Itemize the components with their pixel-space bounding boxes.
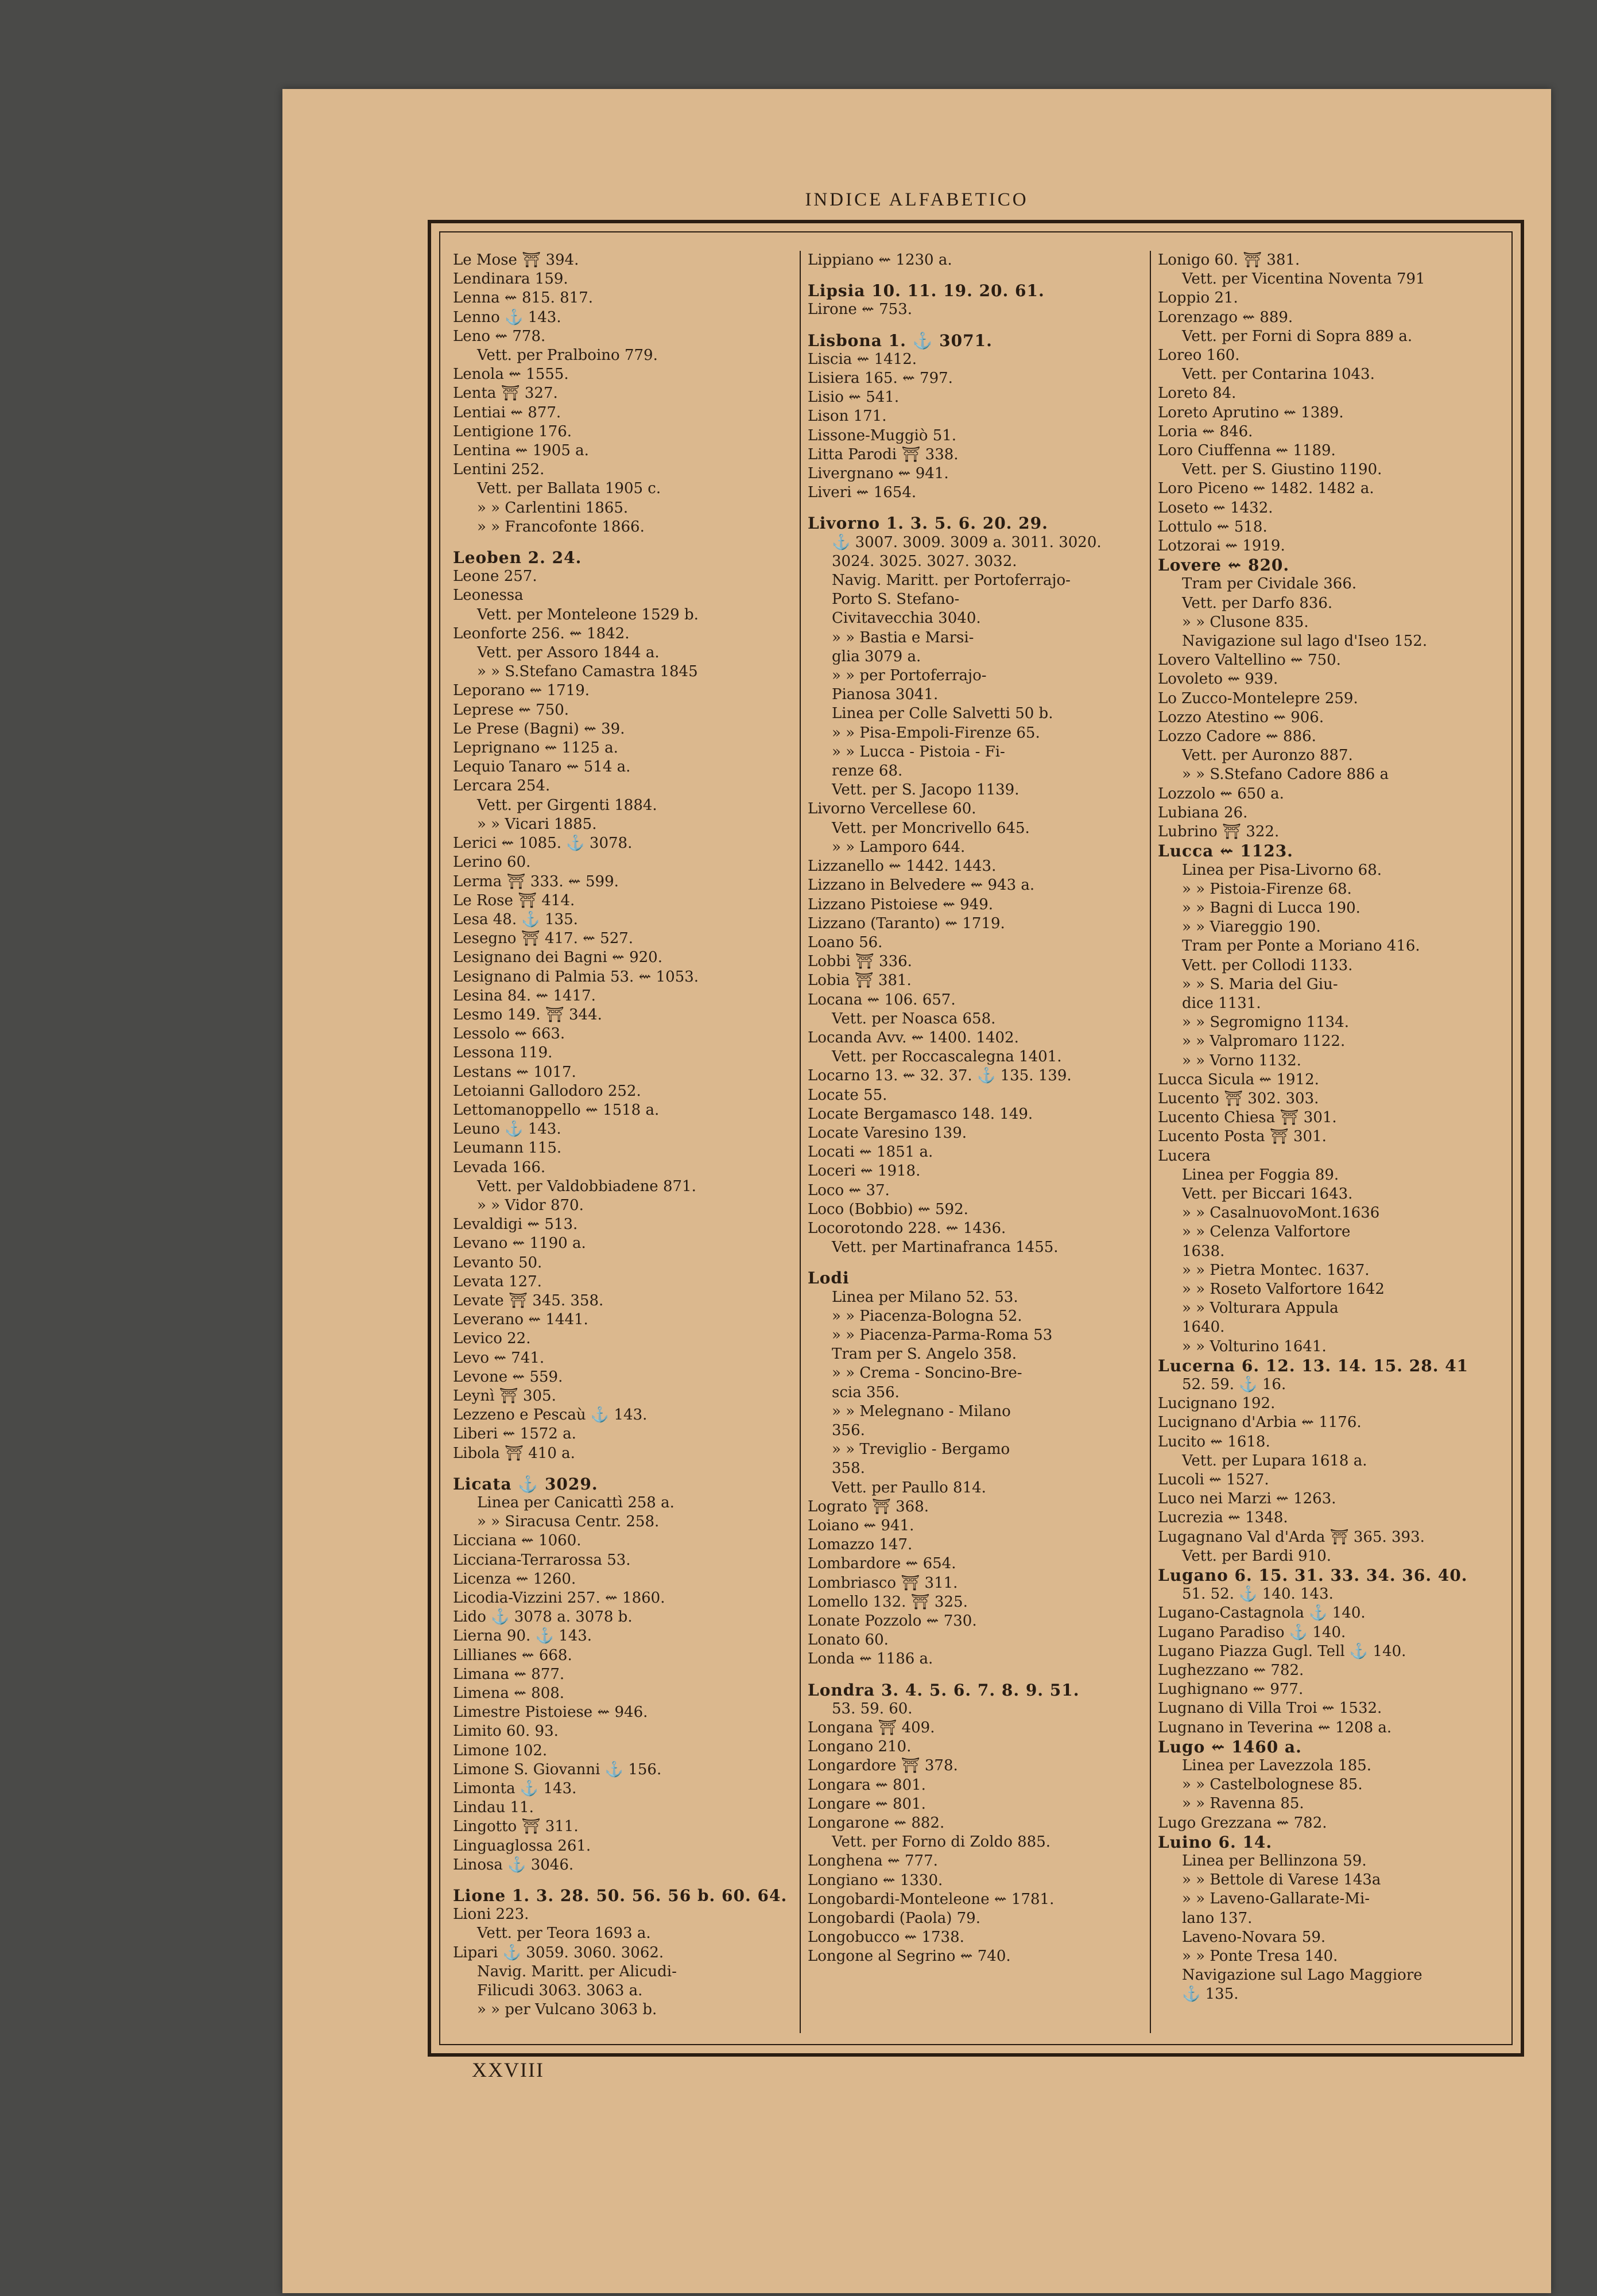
index-entry: Lobia ⛩ 381. — [808, 972, 912, 990]
index-entry: Vett. per Valdobbiadene 871. — [477, 1177, 696, 1195]
index-entry: Vett. per S. Giustino 1190. — [1182, 461, 1382, 479]
index-entry: Leonessa — [453, 587, 524, 604]
index-entry: Locati ⇜ 1851 a. — [808, 1143, 933, 1161]
index-entry: Lughignano ⇜ 977. — [1158, 1681, 1304, 1698]
index-entry: Licciana ⇜ 1060. — [453, 1532, 582, 1550]
index-entry: Longone al Segrino ⇜ 740. — [808, 1948, 1011, 1965]
index-entry: Lughezzano ⇜ 782. — [1158, 1662, 1304, 1680]
index-entry: Vett. per Vicentina Noventa 791 — [1182, 270, 1425, 288]
index-entry: » » Pistoia-Firenze 68. — [1182, 880, 1352, 898]
index-entry: Le Rose ⛩ 414. — [453, 891, 575, 909]
index-entry: Lingotto ⛩ 311. — [453, 1818, 579, 1836]
index-entry: Lentigione 176. — [453, 422, 572, 440]
index-entry: Loreo 160. — [1158, 347, 1240, 364]
index-entry: Lizzano Pistoiese ⇜ 949. — [808, 895, 994, 913]
index-entry: Levata 127. — [453, 1273, 542, 1290]
index-entry: Limana ⇜ 877. — [453, 1665, 565, 1683]
index-entry: Loro Ciuffenna ⇜ 1189. — [1158, 442, 1336, 460]
index-entry: scia 356. — [832, 1383, 900, 1401]
index-column-1 — [453, 251, 792, 2033]
index-entry: Lovero Valtellino ⇜ 750. — [1158, 651, 1341, 669]
index-entry: renze 68. — [832, 762, 903, 780]
index-entry: Lessolo ⇜ 663. — [453, 1025, 565, 1043]
index-entry: Longara ⇜ 801. — [808, 1776, 926, 1794]
index-column-2 — [808, 251, 1141, 2033]
index-entry: » » S. Maria del Giu- — [1182, 975, 1338, 993]
index-entry: » » Lucca - Pistoia - Fi- — [832, 743, 1005, 761]
index-entry: Vett. per Roccascalegna 1401. — [832, 1048, 1062, 1066]
index-entry: » » per Portoferrajo- — [832, 667, 987, 685]
index-entry: Porto S. Stefano- — [832, 591, 960, 608]
index-entry: Lugo Grezzana ⇜ 782. — [1158, 1814, 1327, 1832]
index-entry: Licata ⚓ 3029. — [453, 1474, 598, 1494]
index-entry: Linea per Pisa-Livorno 68. — [1182, 861, 1382, 879]
index-entry: Locorotondo 228. ⇜ 1436. — [808, 1219, 1006, 1237]
index-entry: » » Castelbolognese 85. — [1182, 1776, 1363, 1794]
index-entry: Luco nei Marzi ⇜ 1263. — [1158, 1490, 1336, 1508]
index-entry: Lomello 132. ⛩ 325. — [808, 1593, 968, 1611]
index-entry: Lentiai ⇜ 877. — [453, 404, 561, 421]
index-entry: Lettomanoppello ⇜ 1518 a. — [453, 1101, 660, 1119]
index-entry: Lenta ⛩ 327. — [453, 385, 558, 402]
index-entry: Vett. per Collodi 1133. — [1182, 956, 1353, 974]
index-entry: Limestre Pistoiese ⇜ 946. — [453, 1704, 648, 1721]
index-entry: Lissone-Muggiò 51. — [808, 426, 957, 444]
index-entry: Levano ⇜ 1190 a. — [453, 1235, 586, 1252]
index-entry: Loreto 84. — [1158, 385, 1236, 402]
index-entry: Letoianni Gallodoro 252. — [453, 1082, 641, 1100]
index-entry: Linea per Foggia 89. — [1182, 1166, 1339, 1184]
index-entry: Vett. per Girgenti 1884. — [477, 796, 657, 814]
index-entry: Lugnano di Villa Troi ⇜ 1532. — [1158, 1700, 1382, 1717]
index-entry: Lucento ⛩ 302. 303. — [1158, 1089, 1319, 1107]
index-entry: Le Mose ⛩ 394. — [453, 251, 579, 269]
index-entry: Longana ⛩ 409. — [808, 1719, 935, 1737]
index-entry: Longiano ⇜ 1330. — [808, 1871, 943, 1889]
index-entry: » » Bagni di Lucca 190. — [1182, 899, 1360, 917]
index-entry: » » Celenza Valfortore — [1182, 1223, 1351, 1241]
index-entry: Lesignano dei Bagni ⇜ 920. — [453, 949, 662, 967]
index-entry: Civitavecchia 3040. — [832, 610, 981, 627]
index-entry: Lendinara 159. — [453, 270, 568, 288]
column-divider — [1150, 251, 1151, 2033]
index-entry: » » S.Stefano Camastra 1845 — [477, 663, 698, 681]
index-entry: Loceri ⇜ 1918. — [808, 1162, 921, 1180]
page-number: XXVIII — [472, 2058, 544, 2081]
index-entry: Levada 166. — [453, 1158, 546, 1176]
index-entry: Lessona 119. — [453, 1044, 553, 1062]
index-entry: 1640. — [1182, 1318, 1225, 1336]
index-entry: Levo ⇜ 741. — [453, 1349, 545, 1367]
index-entry: Licenza ⇜ 1260. — [453, 1570, 576, 1588]
index-entry: Lonato 60. — [808, 1631, 889, 1649]
index-entry: Lisiera 165. ⇜ 797. — [808, 370, 953, 387]
index-entry: Lubrino ⛩ 322. — [1158, 823, 1280, 841]
index-entry: Levaldigi ⇜ 513. — [453, 1216, 578, 1234]
index-entry: Lison 171. — [808, 408, 887, 425]
index-entry: Lonate Pozzolo ⇜ 730. — [808, 1612, 977, 1630]
index-entry: » » Clusone 835. — [1182, 613, 1309, 631]
index-entry: Leprese ⇜ 750. — [453, 701, 569, 719]
index-entry: » » Carlentini 1865. — [477, 499, 629, 517]
index-entry: 52. 59. ⚓ 16. — [1182, 1375, 1286, 1393]
index-frame-inner — [439, 231, 1513, 2045]
index-entry: Londa ⇜ 1186 a. — [808, 1650, 933, 1668]
index-entry: Liveri ⇜ 1654. — [808, 484, 917, 502]
index-entry: Lido ⚓ 3078 a. 3078 b. — [453, 1608, 633, 1626]
index-entry: Lucoli ⇜ 1527. — [1158, 1471, 1269, 1488]
index-entry: » » Vidor 870. — [477, 1196, 584, 1214]
index-entry: Lucignano d'Arbia ⇜ 1176. — [1158, 1414, 1362, 1432]
index-entry: Longano 210. — [808, 1738, 912, 1756]
index-entry: Loria ⇜ 846. — [1158, 422, 1253, 440]
index-entry: Lenno ⚓ 143. — [453, 308, 561, 326]
index-entry: Lovoleto ⇜ 939. — [1158, 670, 1278, 688]
index-entry: Navigazione sul Lago Maggiore — [1182, 1967, 1422, 1984]
index-entry: Lione 1. 3. 28. 50. 56. 56 b. 60. 64. — [453, 1886, 788, 1906]
index-entry: Limena ⇜ 808. — [453, 1685, 565, 1702]
index-entry: » » Volturara Appula — [1182, 1300, 1339, 1317]
index-entry: Vett. per Lupara 1618 a. — [1182, 1452, 1367, 1469]
index-entry: Linea per Bellinzona 59. — [1182, 1852, 1367, 1870]
index-entry: Libola ⛩ 410 a. — [453, 1444, 575, 1462]
index-entry: Locana ⇜ 106. 657. — [808, 991, 956, 1009]
index-entry: Locanda Avv. ⇜ 1400. 1402. — [808, 1029, 1019, 1046]
index-entry: Lugano-Castagnola ⚓ 140. — [1158, 1604, 1366, 1622]
index-entry: Levanto 50. — [453, 1254, 542, 1271]
index-entry: Limonta ⚓ 143. — [453, 1780, 577, 1798]
index-entry: Lestans ⇜ 1017. — [453, 1063, 576, 1081]
index-entry: Lucrezia ⇜ 1348. — [1158, 1509, 1288, 1527]
index-entry: » » Crema - Soncino-Bre- — [832, 1364, 1022, 1382]
index-entry: Filicudi 3063. 3063 a. — [477, 1982, 643, 2000]
index-entry: Londra 3. 4. 5. 6. 7. 8. 9. 51. — [808, 1680, 1080, 1700]
index-entry: Licodia-Vizzini 257. ⇜ 1860. — [453, 1589, 665, 1607]
index-entry: » » Ravenna 85. — [1182, 1795, 1304, 1813]
index-entry: » » Ponte Tresa 140. — [1182, 1948, 1338, 1965]
index-entry: Leverano ⇜ 1441. — [453, 1311, 588, 1329]
index-entry: Locarno 13. ⇜ 32. 37. ⚓ 135. 139. — [808, 1067, 1072, 1085]
index-entry: » » Bastia e Marsi- — [832, 629, 974, 646]
index-entry: » » Valpromaro 1122. — [1182, 1033, 1346, 1050]
index-entry: » » Piacenza-Bologna 52. — [832, 1307, 1022, 1325]
index-entry: Limone 102. — [453, 1742, 548, 1759]
index-entry: » » Melegnano - Milano — [832, 1402, 1011, 1420]
index-entry: » » Laveno-Gallarate-Mi- — [1182, 1890, 1370, 1908]
index-entry: Livorno Vercellese 60. — [808, 800, 976, 818]
index-entry: Lindau 11. — [453, 1799, 534, 1817]
index-entry: » » per Vulcano 3063 b. — [477, 2001, 657, 2019]
index-entry: » » Roseto Valfortore 1642 — [1182, 1280, 1385, 1298]
index-entry: Lombardore ⇜ 654. — [808, 1555, 956, 1573]
index-entry: Leporano ⇜ 1719. — [453, 682, 590, 700]
index-entry: Lizzano in Belvedere ⇜ 943 a. — [808, 876, 1035, 894]
index-entry: Lirone ⇜ 753. — [808, 301, 912, 319]
index-entry: Lombriasco ⛩ 311. — [808, 1574, 958, 1592]
page-header: INDICE ALFABETICO — [805, 189, 1029, 210]
index-entry: Livergnano ⇜ 941. — [808, 465, 949, 483]
index-entry: Navig. Maritt. per Alicudi- — [477, 1963, 677, 1980]
index-entry: Vett. per Darfo 836. — [1182, 594, 1333, 612]
index-entry: Longarone ⇜ 882. — [808, 1814, 945, 1832]
index-entry: Lonigo 60. ⛩ 381. — [1158, 251, 1300, 269]
index-entry: Loiano ⇜ 941. — [808, 1517, 914, 1534]
index-entry: Lesa 48. ⚓ 135. — [453, 910, 578, 928]
index-entry: Litta Parodi ⛩ 338. — [808, 445, 959, 463]
index-entry: Vett. per Biccari 1643. — [1182, 1185, 1353, 1203]
index-entry: Vett. per Paullo 814. — [832, 1479, 986, 1496]
index-entry: Lo Zucco-Montelepre 259. — [1158, 689, 1358, 707]
index-entry: Lugano Piazza Gugl. Tell ⚓ 140. — [1158, 1642, 1406, 1660]
index-entry: Lippiano ⇜ 1230 a. — [808, 251, 952, 269]
index-entry: glia 3079 a. — [832, 647, 921, 665]
index-entry: Lucerna 6. 12. 13. 14. 15. 28. 41 — [1158, 1356, 1469, 1375]
index-entry: Linguaglossa 261. — [453, 1837, 591, 1855]
index-entry: ⚓ 3007. 3009. 3009 a. 3011. 3020. — [832, 533, 1102, 551]
index-entry: Liberi ⇜ 1572 a. — [453, 1425, 576, 1443]
index-entry: Lercara 254. — [453, 777, 551, 795]
index-entry: Longobardi (Paola) 79. — [808, 1910, 980, 1927]
index-entry: Vett. per Auronzo 887. — [1182, 747, 1353, 765]
index-entry: Lenola ⇜ 1555. — [453, 366, 569, 383]
index-entry: » » Pisa-Empoli-Firenze 65. — [832, 724, 1040, 742]
index-entry: » » Siracusa Centr. 258. — [477, 1513, 660, 1531]
index-entry: Licciana-Terrarossa 53. — [453, 1551, 631, 1569]
index-entry: Luino 6. 14. — [1158, 1832, 1273, 1852]
index-entry: Lubiana 26. — [1158, 804, 1248, 821]
index-entry: Lisio ⇜ 541. — [808, 389, 900, 406]
index-entry: 3024. 3025. 3027. 3032. — [832, 552, 1017, 570]
index-entry: Linosa ⚓ 3046. — [453, 1856, 574, 1874]
index-entry: Lillianes ⇜ 668. — [453, 1646, 572, 1664]
index-entry: » » Lamporo 644. — [832, 838, 966, 856]
index-entry: Lovere ⇜ 820. — [1158, 556, 1290, 575]
index-entry: Vett. per Monteleone 1529 b. — [477, 606, 699, 623]
index-entry: Lezzeno e Pescaù ⚓ 143. — [453, 1406, 648, 1424]
index-entry: Levate ⛩ 345. 358. — [453, 1292, 604, 1309]
index-entry: Limone S. Giovanni ⚓ 156. — [453, 1760, 662, 1778]
index-entry: Leonforte 256. ⇜ 1842. — [453, 625, 630, 642]
index-entry: Loco (Bobbio) ⇜ 592. — [808, 1200, 968, 1218]
index-entry: Linea per Canicattì 258 a. — [477, 1494, 675, 1511]
index-entry: Lottulo ⇜ 518. — [1158, 518, 1267, 536]
index-entry: Longhena ⇜ 777. — [808, 1852, 938, 1870]
index-entry: Longardore ⛩ 378. — [808, 1757, 958, 1775]
index-entry: Tram per Cividale 366. — [1182, 575, 1357, 593]
index-entry: Loco ⇜ 37. — [808, 1181, 890, 1199]
index-entry: Levone ⇜ 559. — [453, 1368, 563, 1386]
index-entry: Livorno 1. 3. 5. 6. 20. 29. — [808, 514, 1048, 533]
index-entry: Lugano Paradiso ⚓ 140. — [1158, 1623, 1346, 1641]
index-entry: Lioni 223. — [453, 1906, 529, 1923]
index-entry: Leprignano ⇜ 1125 a. — [453, 739, 618, 757]
index-entry: 358. — [832, 1460, 865, 1477]
index-entry: Lizzanello ⇜ 1442. 1443. — [808, 858, 997, 875]
index-entry: Linea per Milano 52. 53. — [832, 1288, 1018, 1306]
index-entry: Vett. per Ballata 1905 c. — [477, 480, 661, 498]
index-entry: Lesignano di Palmia 53. ⇜ 1053. — [453, 968, 699, 986]
index-entry: Leynì ⛩ 305. — [453, 1387, 556, 1405]
index-entry: Lipari ⚓ 3059. 3060. 3062. — [453, 1944, 664, 1961]
index-entry: Vett. per Forno di Zoldo 885. — [832, 1833, 1051, 1851]
index-entry: Lentina ⇜ 1905 a. — [453, 442, 589, 460]
index-entry: Leno ⇜ 778. — [453, 327, 546, 345]
index-entry: Lipsia 10. 11. 19. 20. 61. — [808, 281, 1045, 301]
index-entry: 356. — [832, 1421, 865, 1439]
index-entry: Tram per Ponte a Moriano 416. — [1182, 937, 1420, 955]
index-entry: Tram per S. Angelo 358. — [832, 1345, 1017, 1363]
index-entry: Lucca Sicula ⇜ 1912. — [1158, 1071, 1319, 1088]
index-entry: Lucento Posta ⛩ 301. — [1158, 1128, 1327, 1146]
index-entry: Le Prese (Bagni) ⇜ 39. — [453, 720, 625, 738]
index-entry: Lograto ⛩ 368. — [808, 1498, 929, 1515]
index-entry: Lucito ⇜ 1618. — [1158, 1433, 1270, 1450]
index-entry: Lesegno ⛩ 417. ⇜ 527. — [453, 930, 634, 948]
index-entry: Lucera — [1158, 1147, 1211, 1165]
index-entry: » » Treviglio - Bergamo — [832, 1441, 1010, 1459]
index-entry: Lucignano 192. — [1158, 1395, 1276, 1413]
index-entry: Vett. per Moncrivello 645. — [832, 819, 1030, 837]
index-entry: Limito 60. 93. — [453, 1723, 559, 1740]
index-entry: » » CasalnuovoMont.1636 — [1182, 1204, 1380, 1222]
index-entry: Liscia ⇜ 1412. — [808, 350, 917, 368]
index-entry: Lierna 90. ⚓ 143. — [453, 1627, 592, 1645]
index-entry: » » Bettole di Varese 143a — [1182, 1871, 1381, 1889]
index-entry: Vett. per Teora 1693 a. — [477, 1925, 651, 1942]
index-entry: Lentini 252. — [453, 461, 545, 479]
index-page — [282, 89, 1551, 2293]
index-entry: Leumann 115. — [453, 1139, 562, 1157]
index-entry: Lizzano (Taranto) ⇜ 1719. — [808, 914, 1005, 932]
index-entry: Lorenzago ⇜ 889. — [1158, 308, 1293, 326]
index-entry: Vett. per Bardi 910. — [1182, 1547, 1332, 1565]
index-entry: Leoben 2. 24. — [453, 548, 582, 568]
index-entry: Vett. per Assoro 1844 a. — [477, 644, 660, 662]
index-entry: 1638. — [1182, 1242, 1225, 1260]
index-entry: » » S.Stefano Cadore 886 a — [1182, 766, 1389, 784]
index-entry: » » Vicari 1885. — [477, 815, 597, 833]
index-entry: Lisbona 1. ⚓ 3071. — [808, 331, 993, 350]
index-entry: Lugano 6. 15. 31. 33. 34. 36. 40. — [1158, 1566, 1468, 1585]
index-entry: Vett. per Martinafranca 1455. — [832, 1239, 1059, 1256]
index-entry: Levico 22. — [453, 1330, 531, 1348]
index-entry: » » Francofonte 1866. — [477, 518, 645, 536]
index-entry: Vett. per Noasca 658. — [832, 1010, 996, 1027]
index-entry: Lomazzo 147. — [808, 1536, 913, 1554]
index-entry: Leuno ⚓ 143. — [453, 1120, 561, 1138]
index-entry: Pianosa 3041. — [832, 686, 939, 704]
index-entry: 51. 52. ⚓ 140. 143. — [1182, 1585, 1334, 1603]
index-entry: lano 137. — [1182, 1909, 1253, 1927]
index-entry: Loppio 21. — [1158, 289, 1238, 307]
index-entry: Lozzo Atestino ⇜ 906. — [1158, 708, 1324, 726]
index-entry: Lotzorai ⇜ 1919. — [1158, 537, 1285, 555]
index-entry: Vett. per Forni di Sopra 889 a. — [1182, 327, 1413, 345]
index-entry: Vett. per Contarina 1043. — [1182, 366, 1375, 383]
index-entry: ⚓ 135. — [1182, 1985, 1239, 2003]
index-entry: » » Piacenza-Parma-Roma 53 — [832, 1326, 1053, 1344]
index-entry: Lesina 84. ⇜ 1417. — [453, 987, 596, 1004]
index-column-3 — [1158, 251, 1508, 2033]
index-entry: Locate 55. — [808, 1086, 887, 1104]
index-entry: Lugnano in Teverina ⇜ 1208 a. — [1158, 1719, 1392, 1736]
index-entry: Lodi — [808, 1269, 850, 1288]
column-divider — [800, 251, 801, 2033]
index-entry: » » Segromigno 1134. — [1182, 1014, 1349, 1031]
index-entry: Longare ⇜ 801. — [808, 1795, 926, 1813]
index-entry: » » Volturino 1641. — [1182, 1337, 1327, 1355]
index-entry: Lenna ⇜ 815. 817. — [453, 289, 594, 307]
index-entry: » » Pietra Montec. 1637. — [1182, 1261, 1370, 1279]
index-entry: Longobardi-Monteleone ⇜ 1781. — [808, 1890, 1055, 1908]
index-entry: Lugagnano Val d'Arda ⛩ 365. 393. — [1158, 1528, 1425, 1546]
index-entry: Linea per Colle Salvetti 50 b. — [832, 705, 1053, 723]
index-entry: Lesmo 149. ⛩ 344. — [453, 1006, 602, 1023]
index-entry: Loseto ⇜ 1432. — [1158, 499, 1273, 517]
index-frame — [428, 220, 1524, 2057]
index-entry: Lucca ⇜ 1123. — [1158, 841, 1293, 861]
index-entry: Laveno-Novara 59. — [1182, 1928, 1326, 1946]
index-entry: Leone 257. — [453, 568, 537, 585]
index-entry: Lucento Chiesa ⛩ 301. — [1158, 1109, 1337, 1127]
index-entry: 53. 59. 60. — [832, 1700, 913, 1717]
index-entry: Loano 56. — [808, 933, 883, 951]
index-entry: » » Vorno 1132. — [1182, 1052, 1301, 1069]
index-entry: Locate Bergamasco 148. 149. — [808, 1105, 1033, 1123]
index-entry: dice 1131. — [1182, 994, 1261, 1012]
index-entry: Locate Varesino 139. — [808, 1124, 967, 1142]
index-entry: Lugo ⇜ 1460 a. — [1158, 1737, 1302, 1756]
index-entry: Lerma ⛩ 333. ⇜ 599. — [453, 872, 619, 890]
index-entry: Navig. Maritt. per Portoferrajo- — [832, 572, 1071, 589]
index-entry: Lozzolo ⇜ 650 a. — [1158, 785, 1284, 802]
index-entry: Lerino 60. — [453, 854, 531, 871]
index-entry: Linea per Lavezzola 185. — [1182, 1757, 1372, 1775]
index-entry: Vett. per S. Jacopo 1139. — [832, 781, 1020, 799]
index-entry: Lequio Tanaro ⇜ 514 a. — [453, 758, 631, 776]
index-entry: Navigazione sul lago d'Iseo 152. — [1182, 633, 1428, 650]
index-entry: Lobbi ⛩ 336. — [808, 953, 912, 971]
index-entry: Loreto Aprutino ⇜ 1389. — [1158, 404, 1344, 421]
index-entry: Loro Piceno ⇜ 1482. 1482 a. — [1158, 480, 1374, 498]
index-entry: Lozzo Cadore ⇜ 886. — [1158, 728, 1316, 746]
index-entry: » » Viareggio 190. — [1182, 918, 1321, 936]
index-entry: Lerici ⇜ 1085. ⚓ 3078. — [453, 835, 633, 852]
index-entry: Longobucco ⇜ 1738. — [808, 1929, 964, 1946]
index-entry: Vett. per Pralboino 779. — [477, 347, 658, 364]
